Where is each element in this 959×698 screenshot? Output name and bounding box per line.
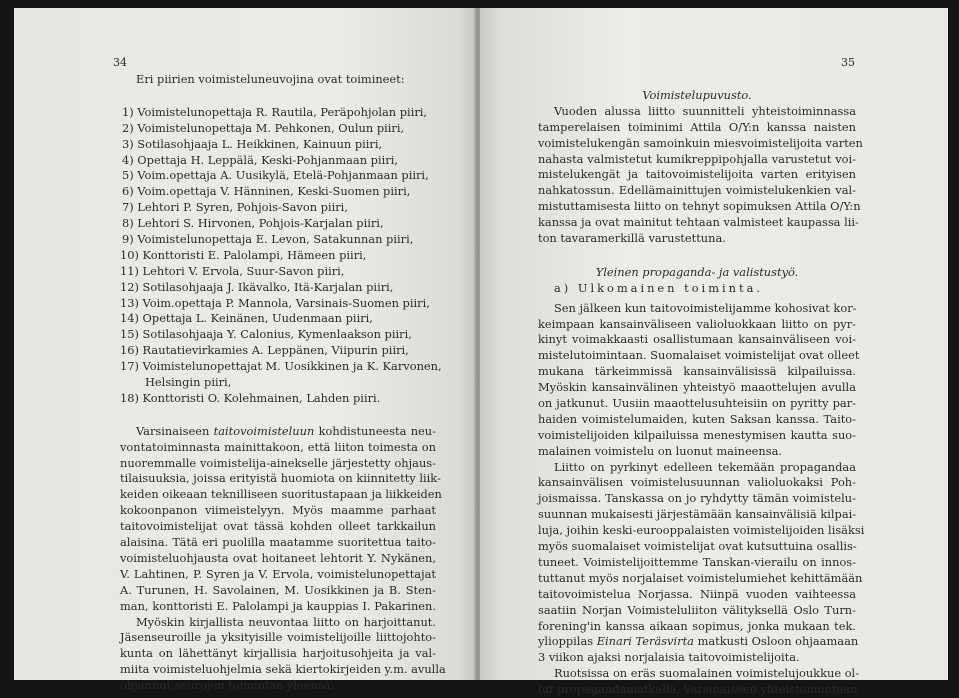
paragraph-line: kanssa ja ovat mainitut tehtaan valmisteet kaupassa lii- (538, 215, 859, 230)
paragraph-line: myös suomalaiset voimistelijat ovat kutsuttuina osallis- (538, 539, 857, 554)
paragraph-line: luja, joihin keski-eurooppalaisten voimistelijoiden lisäksi (538, 523, 865, 538)
book-spread (14, 8, 948, 697)
list-item: 3) Sotilasohjaaja L. Heikkinen, Kainuun piiri, (122, 136, 383, 151)
paragraph-line: nuoremmalle voimistelija-ainekselle järjestetty ohjaus- (120, 455, 436, 470)
section-heading: Yleinen propaganda- ja valistustyö. (595, 264, 799, 279)
paragraph-line: haiden voimistelumaiden, kuten Saksan kanssa. Taito- (538, 411, 856, 426)
paragraph-line: malainen voimistelu on luonut maineensa. (538, 443, 783, 458)
paragraph-line: Jäsenseuroille ja yksityisille voimistelijoille liittojohto- (120, 630, 436, 645)
paragraph-line: on jatkunut. Uusiin maaottelusuhteisiin on pyritty par- (538, 396, 856, 411)
propaganda-paragraph (538, 459, 865, 667)
paragraph-line: ton tavaramerkillä varustettuna. (538, 231, 726, 246)
list-item: 6) Voim.opettaja V. Hänninen, Keski-Suomen piiri, (122, 184, 411, 199)
subsection-heading: a) Ulkomainen toiminta. (554, 280, 763, 295)
list-item: 10) Konttoristi E. Palolampi, Hämeen piiri, (120, 247, 367, 262)
sweden-paragraph (538, 666, 860, 698)
paragraph-line: Varsinaiseen taitovoimisteluun kohdistuneesta neu- (136, 423, 436, 438)
paragraph-line: saatiin Norjan Voimisteluliiton välityksellä Oslo Turn- (538, 602, 856, 617)
paragraph-line: mukana tärkeimmissä kansainvälisissä kilpailuissa. (538, 364, 856, 379)
list-item: 4) Opettaja H. Leppälä, Keski-Pohjanmaan piiri, (122, 152, 398, 167)
paragraph-line: Vuoden alussa liitto suunnitteli yhteistoiminnassa (554, 103, 856, 118)
paragraph-line: suunnan mukaisesti järjestämään kansainvälisiä kilpai- (538, 507, 857, 522)
paragraph-line: mistuttamisesta liitto on tehnyt sopimuksen Attila O/Y:n (538, 199, 861, 214)
paragraph-line: Myöskin kirjallista neuvontaa liitto on harjoittanut. (136, 614, 436, 629)
paragraph-line: miita voimisteluohjelmia sekä kiertokirjeiden y.m. avulla (120, 662, 446, 677)
list-item: 1) Voimistelunopettaja R. Rautila, Peräpohjolan piiri, (122, 104, 428, 119)
paragraph-line: voimistelijoiden kilpailuissa menestymisen kautta suo- (538, 427, 856, 442)
paragraph-line: nahasta valmistetut kumikreppipohjalla varustetut voi- (538, 151, 856, 166)
paragraph-line: kokoonpanon viimeistelyyn. Myös maamme parhaat (120, 503, 436, 518)
list-item: 12) Sotilasohjaaja J. Ikävalko, Itä-Karjalan piiri, (120, 279, 394, 294)
list-item: 2) Voimistelunopettaja M. Pehkonen, Oulun piiri, (122, 120, 405, 135)
page-number: 34 (113, 56, 127, 69)
paragraph-line: ohjannut seurojen toimintaa yleensä. (120, 678, 334, 693)
paragraph-line: keiden oikeaan teknilliseen suoritustapaan ja liikkeiden (120, 487, 442, 502)
paragraph-line: keimpaan kansainväliseen valioluokkaan liitto on pyr- (538, 316, 856, 331)
list-item-continuation: Helsingin piiri, (145, 375, 232, 390)
paragraph-line: tuneet. Voimistelijoittemme Tanskan-vierailu on innos- (538, 554, 856, 569)
list-item: 17) Voimistelunopettajat M. Uosikkinen ja K. Karvonen, (120, 359, 442, 374)
list-item: 7) Lehtori P. Syren, Pohjois-Savon piiri, (122, 200, 348, 215)
paragraph-line: V. Lahtinen, P. Syren ja V. Ervola, voimistelunopettajat (120, 566, 436, 581)
list-item: 5) Voim.opettaja A. Uusikylä, Etelä-Pohjanmaan piiri, (122, 168, 429, 183)
paragraph-line: alaisina. Tätä eri puolilla maatamme suoritettua taito- (120, 535, 436, 550)
list-item: 8) Lehtori S. Hirvonen, Pohjois-Karjalan piiri, (122, 216, 384, 231)
right-page (480, 8, 948, 697)
list-item: 11) Lehtori V. Ervola, Suur-Savon piiri, (120, 263, 345, 278)
international-paragraph (538, 300, 860, 460)
advisor-list (120, 104, 442, 407)
paragraph-line: Myöskin kansainvälinen yhteistyö maaottelujen avulla (538, 380, 856, 395)
list-item: 14) Opettaja L. Keinänen, Uudenmaan piiri, (120, 311, 373, 326)
paragraph-line: tamperelaisen toiminimi Attila O/Y:n kanssa naisten (538, 119, 856, 134)
paragraph-line: Sen jälkeen kun taitovoimistelijamme kohosivat kor- (554, 300, 857, 315)
guidance-paragraph (120, 423, 446, 694)
left-page (14, 8, 476, 693)
list-item: 15) Sotilasohjaaja Y. Calonius, Kymenlaakson piiri, (120, 327, 412, 342)
apparel-paragraph (538, 103, 863, 247)
right-column (538, 88, 865, 698)
paragraph-line: taitovoimistelijat ovat tässä kohden olleet tarkkailun (120, 519, 436, 534)
paragraph-line: kansainvälisen voimistelusuunnan valioluokaksi Poh- (538, 475, 856, 490)
paragraph-line: mistelukengät ja taitovoimistelijoita varten erityisen (538, 167, 856, 182)
paragraph-line: forening'in kanssa aikaan sopimus, jonka mukaan tek. (538, 618, 856, 633)
paragraph-line: kunta on lähettänyt kirjallisia harjoitusohjeita ja val- (120, 646, 436, 661)
paragraph-line: voimisteluohjausta ovat hoitaneet lehtorit Y. Nykänen, (120, 550, 436, 565)
paragraph-line: 3 viikon ajaksi norjalaisia taitovoimistelijoita. (538, 650, 800, 665)
page-number: 35 (841, 56, 855, 69)
paragraph-line: joismaissa. Tanskassa on jo ryhdytty tämän voimistelu- (538, 491, 856, 506)
section-heading: Voimistelupuvusto. (642, 88, 752, 102)
paragraph-line: ylioppilas Einari Teräsvirta matkusti Osloon ohjaamaan (538, 634, 859, 649)
list-heading: Eri piirien voimisteluneuvojina ovat toimineet: (136, 72, 405, 86)
paragraph-line: A. Turunen, H. Savolainen, M. Uosikkinen ja B. Sten- (120, 582, 436, 597)
paragraph-line: vontatoiminnasta mainittakoon, että liiton toimesta on (120, 439, 436, 454)
list-item: 13) Voim.opettaja P. Mannola, Varsinais-Suomen piiri, (120, 295, 430, 310)
list-item: 16) Rautatievirkamies A. Leppänen, Viipurin piiri, (120, 343, 409, 358)
paragraph-line: man, konttoristi E. Palolampi ja kauppias I. Pakarinen. (120, 598, 436, 613)
paragraph-line: tuttanut myös norjalaiset voimistelumiehet kehittämään (538, 570, 863, 585)
left-column (120, 72, 446, 694)
paragraph-line: kinyt voimakkaasti osallistumaan kansainväliseen voi- (538, 332, 856, 347)
paragraph-line: Ruotsissa on eräs suomalainen voimistelujoukkue ol- (554, 666, 860, 681)
paragraph-line: lut propagandamatkalla. Varsinaiseen yhteistoimintaan (538, 682, 858, 697)
paragraph-line: mistelutoimintaan. Suomalaiset voimistelijat ovat olleet (538, 348, 860, 363)
paragraph-line: nahkatossun. Edellämainittujen voimistelukenkien val- (538, 183, 856, 198)
paragraph-line: voimistelukengän samoinkuin miesvoimistelijoita varten (538, 135, 863, 150)
paragraph-line: taitovoimistelua Norjassa. Niinpä vuoden vaihteessa (538, 586, 856, 601)
paragraph-line: Liitto on pyrkinyt edelleen tekemään propagandaa (554, 459, 856, 474)
list-item: 18) Konttoristi O. Kolehmainen, Lahden piiri. (120, 390, 381, 405)
list-item: 9) Voimistelunopettaja E. Levon, Satakunnan piiri, (122, 232, 414, 247)
paragraph-line: tilaisuuksia, joissa erityistä huomiota on kiinnitetty liik- (120, 471, 441, 486)
